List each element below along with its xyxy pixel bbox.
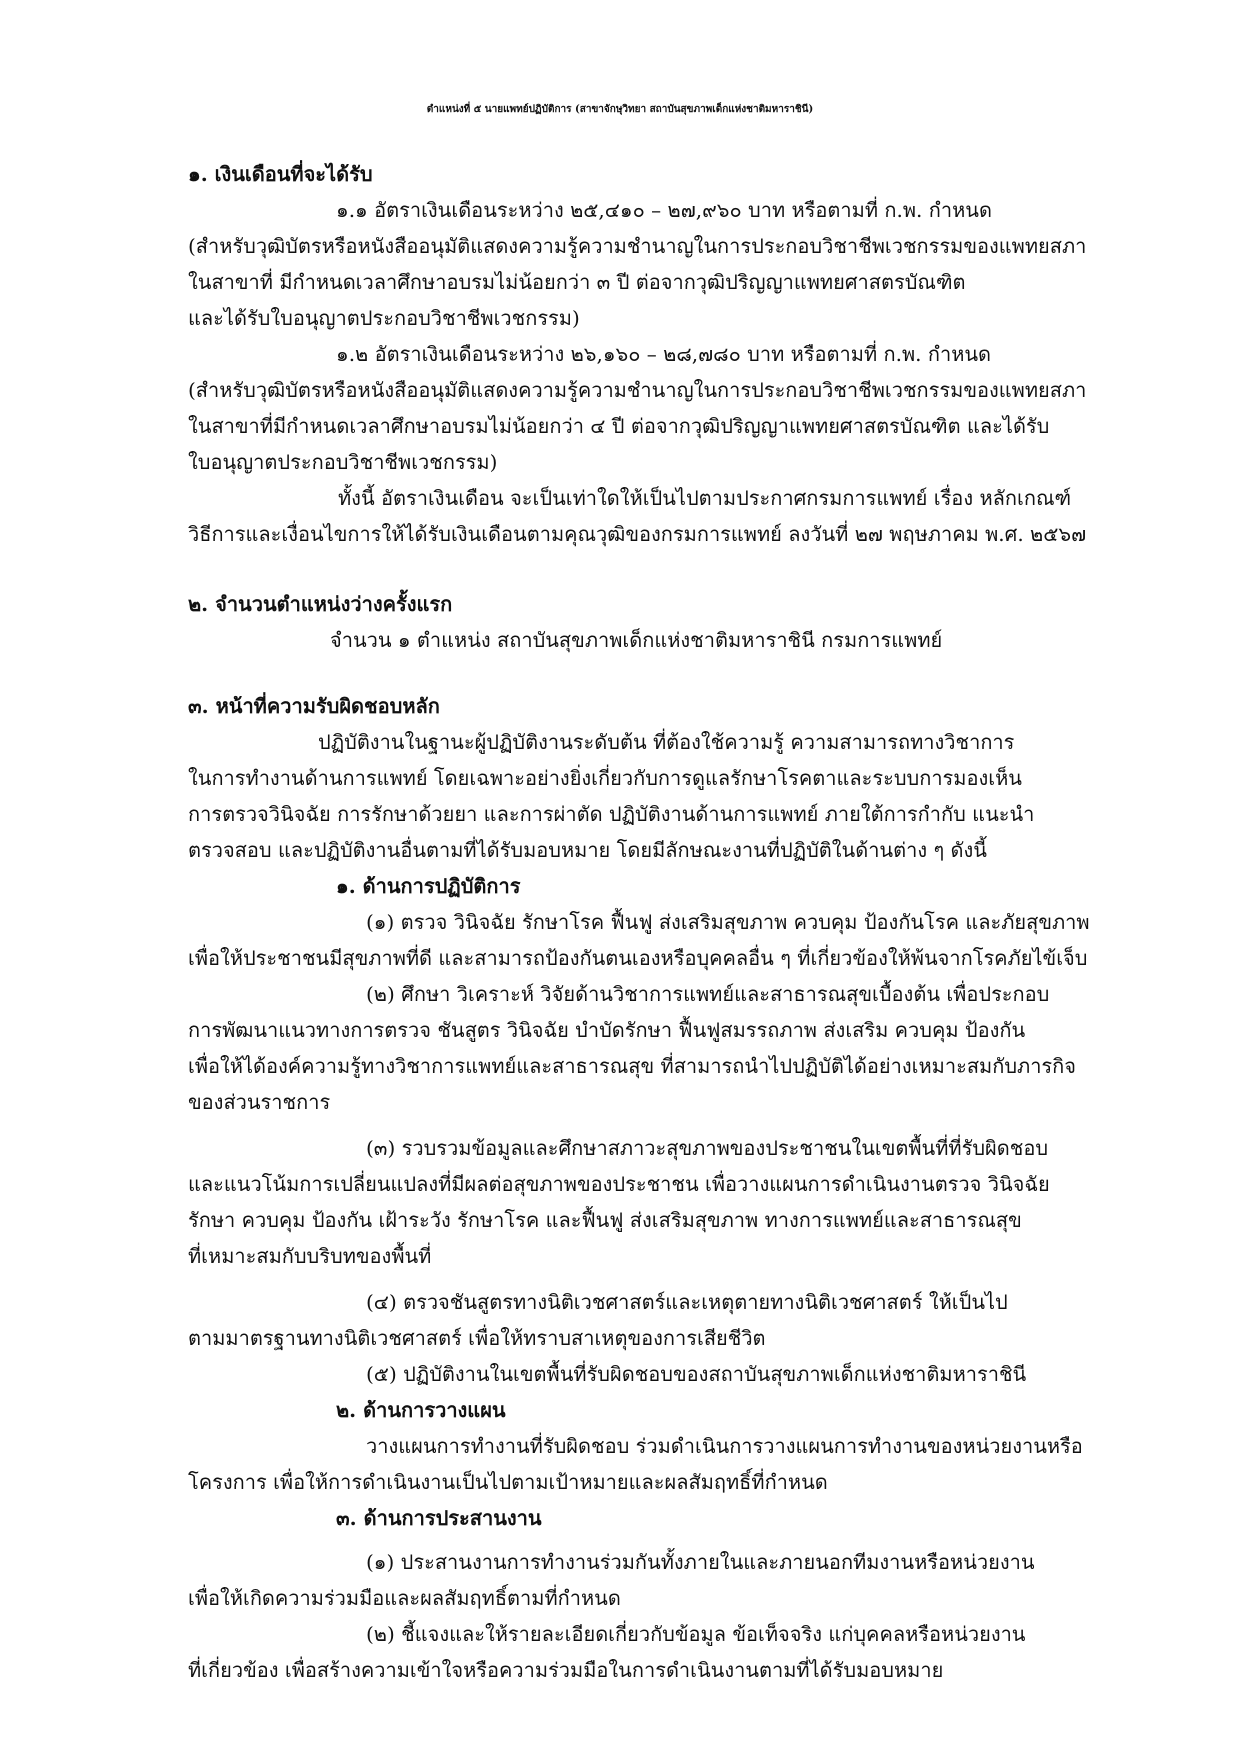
text-line: ปฏิบัติงานในฐานะผู้ปฏิบัติงานระดับต้น ที่ต้องใช้ความรู้ ความสามารถทางวิชาการ xyxy=(318,730,1015,754)
text-line: ตรวจสอบ และปฏิบัติงานอื่นตามที่ได้รับมอบหมาย โดยมีลักษณะงานที่ปฏิบัติในด้านต่าง ๆ ดังนี้ xyxy=(188,838,987,862)
text-line: เพื่อให้เกิดความร่วมมือและผลสัมฤทธิ์ตามที่กำหนด xyxy=(188,1586,621,1610)
text-line: ที่เหมาะสมกับบริบทของพื้นที่ xyxy=(188,1244,432,1268)
salary-rate-1: ๑.๑ อัตราเงินเดือนระหว่าง ๒๕,๔๑๐ – ๒๗,๙๖๐ บาท หรือตามที่ ก.พ. กำหนด xyxy=(336,198,992,222)
text-line: เพื่อให้ประชาชนมีสุขภาพที่ดี และสามารถป้องกันตนเองหรือบุคคลอื่น ๆ ที่เกี่ยวข้องให้พ้นจากโรคภัยไข้เจ็บ xyxy=(188,946,1088,970)
text-line: (๑) ประสานงานการทำงานร่วมกันทั้งภายในและภายนอกทีมงานหรือหน่วยงาน xyxy=(366,1550,1035,1574)
text-line: (๕) ปฏิบัติงานในเขตพื้นที่รับผิดชอบของสถาบันสุขภาพเด็กแห่งชาติมหาราชินี xyxy=(366,1362,1027,1386)
text-line: ตามมาตรฐานทางนิติเวชศาสตร์ เพื่อให้ทราบสาเหตุของการเสียชีวิต xyxy=(188,1326,766,1350)
text-line: โครงการ เพื่อให้การดำเนินงานเป็นไปตามเป้าหมายและผลสัมฤทธิ์ที่กำหนด xyxy=(188,1470,828,1494)
section-1-heading: ๑. เงินเดือนที่จะได้รับ xyxy=(188,162,373,186)
text-line: รักษา ควบคุม ป้องกัน เฝ้าระวัง รักษาโรค และฟื้นฟู ส่งเสริมสุขภาพ ทางการแพทย์และสาธารณสุข xyxy=(188,1208,1022,1232)
text-line: ในสาขาที่ มีกำหนดเวลาศึกษาอบรมไม่น้อยกว่า ๓ ปี ต่อจากวุฒิปริญญาแพทยศาสตรบัณฑิต xyxy=(188,270,966,294)
text-line: (สำหรับวุฒิบัตรหรือหนังสืออนุมัติแสดงความรู้ความชำนาญในการประกอบวิชาชีพเวชกรรมของแพทยสภา xyxy=(188,234,1087,258)
text-line: ใบอนุญาตประกอบวิชาชีพเวชกรรม) xyxy=(188,450,498,474)
subsection-planning-heading: ๒. ด้านการวางแผน xyxy=(336,1398,506,1422)
text-line: (๓) รวบรวมข้อมูลและศึกษาสภาวะสุขภาพของประชาชนในเขตพื้นที่ที่รับผิดชอบ xyxy=(366,1136,1049,1160)
text-line: และแนวโน้มการเปลี่ยนแปลงที่มีผลต่อสุขภาพของประชาชน เพื่อวางแผนการดำเนินงานตรวจ วินิจฉัย xyxy=(188,1172,1050,1196)
text-line: การตรวจวินิจฉัย การรักษาด้วยยา และการผ่าตัด ปฏิบัติงานด้านการแพทย์ ภายใต้การกำกับ แนะนำ xyxy=(188,802,1035,826)
text-line: วิธีการและเงื่อนไขการให้ได้รับเงินเดือนตามคุณวุฒิของกรมการแพทย์ ลงวันที่ ๒๗ พฤษภาคม พ.ศ. ๒๕๖๗ xyxy=(188,522,1087,546)
text-line: (๒) ชี้แจงและให้รายละเอียดเกี่ยวกับข้อมูล ข้อเท็จจริง แก่บุคคลหรือหน่วยงาน xyxy=(366,1622,1026,1646)
page-title: ตำแหน่งที่ ๕ นายแพทย์ปฏิบัติการ (สาขาจักษุวิทยา สถาบันสุขภาพเด็กแห่งชาติมหาราชินี) xyxy=(426,104,814,115)
subsection-coordination-heading: ๓. ด้านการประสานงาน xyxy=(336,1506,542,1530)
text-line: ของส่วนราชการ xyxy=(188,1090,331,1114)
text-line: การพัฒนาแนวทางการตรวจ ชันสูตร วินิจฉัย บำบัดรักษา ฟื้นฟูสมรรถภาพ ส่งเสริม ควบคุม ป้องกัน xyxy=(188,1018,1026,1042)
text-line: และได้รับใบอนุญาตประกอบวิชาชีพเวชกรรม) xyxy=(188,306,580,330)
text-line: (สำหรับวุฒิบัตรหรือหนังสืออนุมัติแสดงความรู้ความชำนาญในการประกอบวิชาชีพเวชกรรมของแพทยสภา xyxy=(188,378,1087,402)
section-3-heading: ๓. หน้าที่ความรับผิดชอบหลัก xyxy=(188,694,440,718)
position-count: จำนวน ๑ ตำแหน่ง สถาบันสุขภาพเด็กแห่งชาติมหาราชินี กรมการแพทย์ xyxy=(330,628,943,652)
section-2-heading: ๒. จำนวนตำแหน่งว่างครั้งแรก xyxy=(188,592,453,616)
text-line: ทั้งนี้ อัตราเงินเดือน จะเป็นเท่าใดให้เป็นไปตามประกาศกรมการแพทย์ เรื่อง หลักเกณฑ์ xyxy=(338,486,1072,510)
text-line: ในสาขาที่มีกำหนดเวลาศึกษาอบรมไม่น้อยกว่า ๔ ปี ต่อจากวุฒิปริญญาแพทยศาสตรบัณฑิต และได้รับ xyxy=(188,414,1050,438)
text-line: (๒) ศึกษา วิเคราะห์ วิจัยด้านวิชาการแพทย์และสาธารณสุขเบื้องต้น เพื่อประกอบ xyxy=(366,982,1050,1006)
text-line: ในการทำงานด้านการแพทย์ โดยเฉพาะอย่างยิ่งเกี่ยวกับการดูแลรักษาโรคตาและระบบการมองเห็น xyxy=(188,766,1022,790)
salary-rate-2: ๑.๒ อัตราเงินเดือนระหว่าง ๒๖,๑๖๐ – ๒๘,๗๘๐ บาท หรือตามที่ ก.พ. กำหนด xyxy=(336,342,992,366)
text-line: (๔) ตรวจชันสูตรทางนิติเวชศาสตร์และเหตุตายทางนิติเวชศาสตร์ ให้เป็นไป xyxy=(366,1290,1008,1314)
text-line: ที่เกี่ยวข้อง เพื่อสร้างความเข้าใจหรือความร่วมมือในการดำเนินงานตามที่ได้รับมอบหมาย xyxy=(188,1658,944,1682)
text-line: วางแผนการทำงานที่รับผิดชอบ ร่วมดำเนินการวางแผนการทำงานของหน่วยงานหรือ xyxy=(366,1434,1083,1458)
text-line: (๑) ตรวจ วินิจฉัย รักษาโรค ฟื้นฟู ส่งเสริมสุขภาพ ควบคุม ป้องกันโรค และภัยสุขภาพ xyxy=(366,910,1090,934)
subsection-operations-heading: ๑. ด้านการปฏิบัติการ xyxy=(336,874,521,898)
text-line: เพื่อให้ได้องค์ความรู้ทางวิชาการแพทย์และสาธารณสุข ที่สามารถนำไปปฏิบัติได้อย่างเหมาะสมกับภารกิจ xyxy=(188,1054,1076,1078)
